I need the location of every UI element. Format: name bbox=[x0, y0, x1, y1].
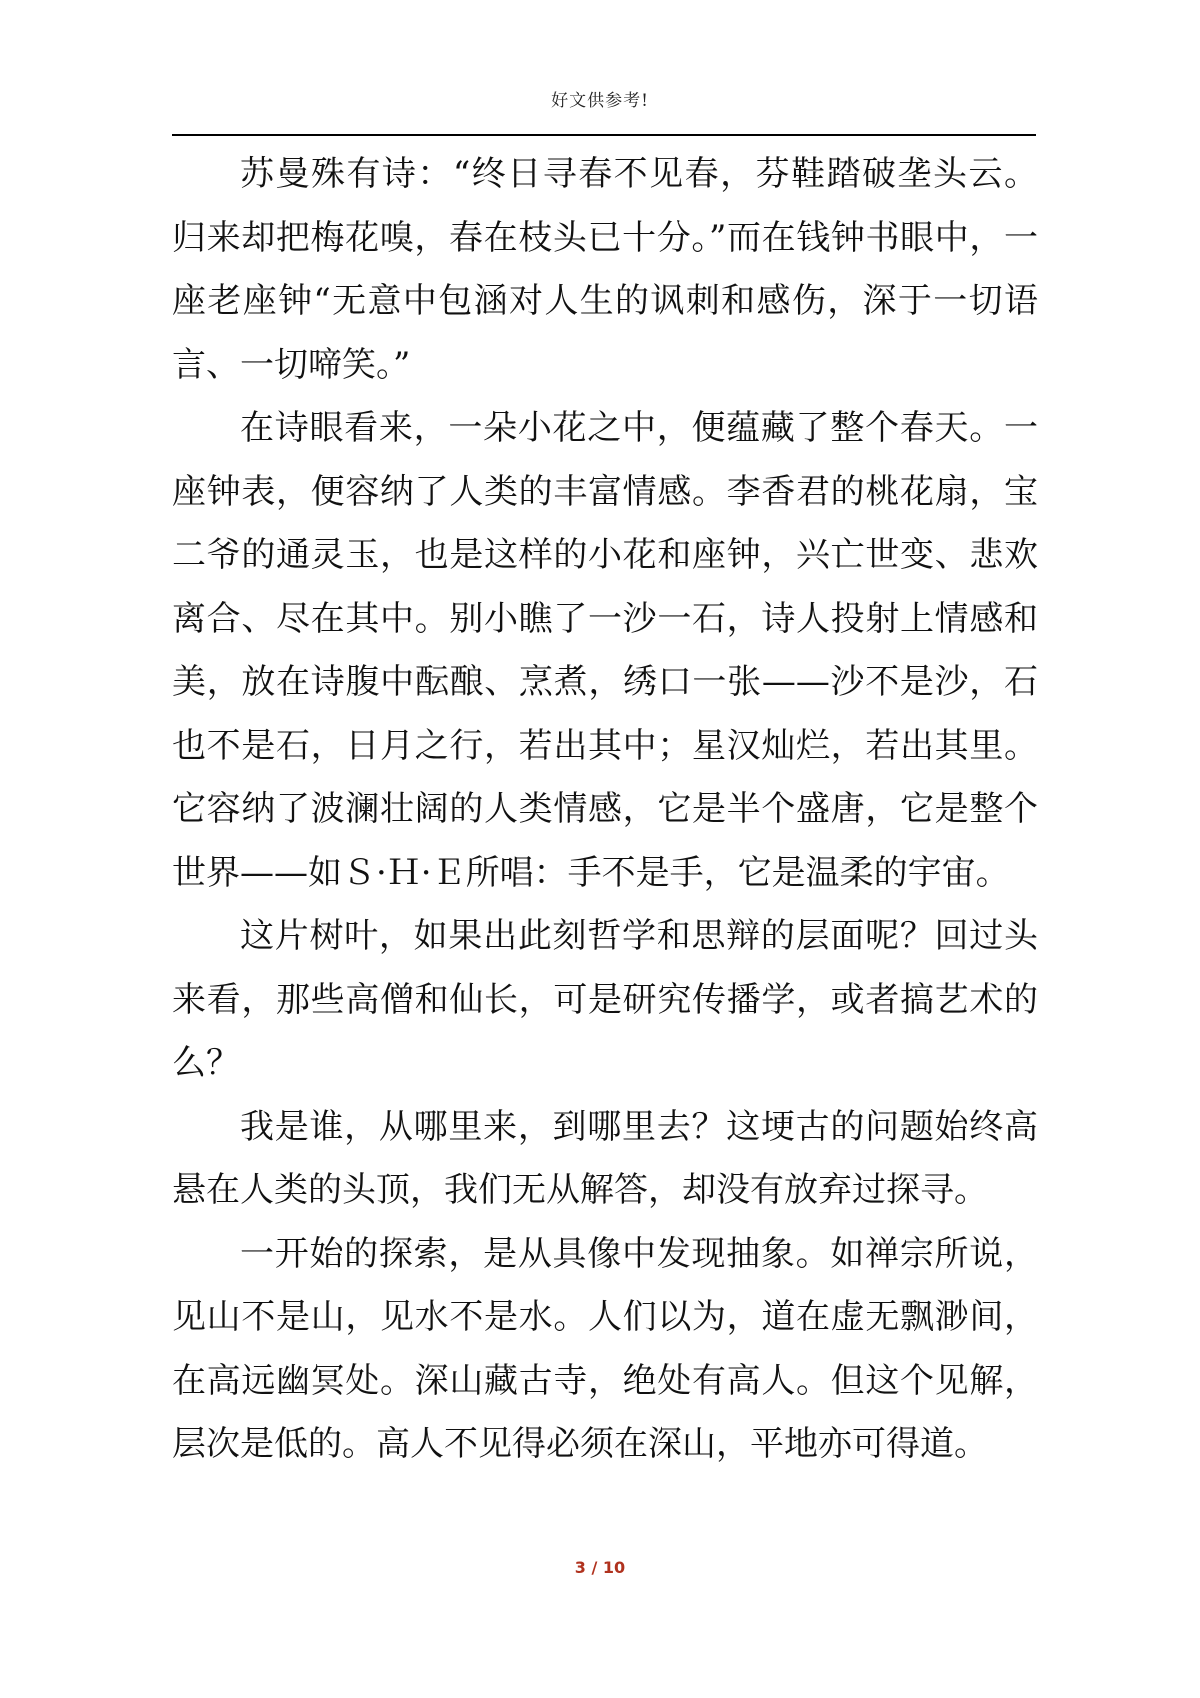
page-number: 3 / 10 bbox=[574, 1558, 626, 1577]
body-text bbox=[172, 143, 1038, 1477]
header-divider bbox=[172, 134, 1036, 136]
paragraph: 苏曼殊有诗：“终日寻春不见春，芬鞋踏破垄头云。归来却把梅花嗅，春在枝头已十分。”而在钱钟书眼中，一座老座钟“无意中包涵对人生的讽刺和感伤，深于一切语言、一切啼笑。” bbox=[172, 154, 1038, 385]
paragraph: 这片树叶，如果出此刻哲学和思辩的层面呢？回过头来看，那些高僧和仙长，可是研究传播学，或者搞艺术的么？ bbox=[172, 916, 1038, 1083]
page-header: 好文供参考! bbox=[551, 91, 649, 111]
paragraph: 一开始的探索，是从具像中发现抽象。如禅宗所说，见山不是山，见水不是水。人们以为，道在虚无飘渺间，在高远幽冥处。深山藏古寺，绝处有高人。但这个见解，层次是低的。高人不见得必须在深山，平地亦可得道。 bbox=[172, 1233, 1038, 1464]
paragraph: 我是谁，从哪里来，到哪里去？这埂古的问题始终高悬在人类的头顶，我们无从解答，却没有放弃过探寻。 bbox=[172, 1106, 1038, 1210]
paragraph: 在诗眼看来，一朵小花之中，便蕴藏了整个春天。一座钟表，便容纳了人类的丰富情感。李香君的桃花扇，宝二爷的通灵玉，也是这样的小花和座钟，兴亡世变、悲欢离合、尽在其中。别小瞧了一沙一石，诗人投射上情感和美，放在诗腹中酝酿、烹煮，绣口一张——沙不是沙，石也不是石，日月之行，若出其中；星汉灿烂，若出其里。它容纳了波澜壮阔的人类情感，它是半个盛唐，它是整个世界——如Ｓ·Ｈ·Ｅ所唱：手不是手，它是温柔的宇宙。 bbox=[172, 408, 1038, 893]
